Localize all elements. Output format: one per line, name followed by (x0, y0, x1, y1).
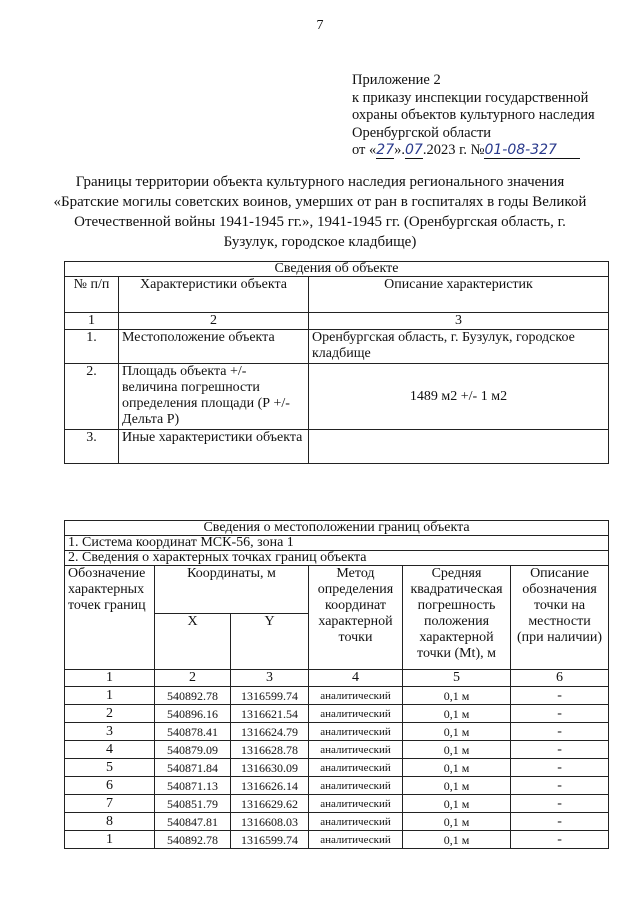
point-y: 1316599.74 (231, 687, 309, 705)
point-id: 5 (65, 759, 155, 777)
table-row (65, 705, 609, 723)
header-y: Y (231, 614, 309, 670)
table-row (65, 741, 609, 759)
row-characteristic: Местоположение объекта (119, 330, 309, 364)
row-characteristic: Площадь объекта +/- величина погрешности определения площади (Р +/- Дельта Р) (119, 364, 309, 430)
title-line-4: Бузулук, городское кладбище) (223, 234, 417, 250)
point-method: аналитический (309, 759, 403, 777)
point-accuracy: 0,1 м (403, 705, 511, 723)
point-id: 1 (65, 831, 155, 849)
index-cell: 3 (231, 670, 309, 687)
header-num: № п/п (65, 277, 119, 313)
coord-system: 1. Система координат МСК-56, зона 1 (65, 536, 609, 551)
point-accuracy: 0,1 м (403, 831, 511, 849)
row-description: 1489 м2 +/- 1 м2 (309, 364, 609, 430)
point-method: аналитический (309, 705, 403, 723)
point-description: - (511, 777, 609, 795)
header-designation: Обозначение характерных точек границ (65, 566, 155, 670)
appendix-line-1: Приложение 2 (352, 72, 441, 88)
appendix-line-4: Оренбургской области (352, 124, 492, 141)
point-x: 540892.78 (155, 831, 231, 849)
point-y: 1316624.79 (231, 723, 309, 741)
header-characteristic: Характеристики объекта (119, 277, 309, 313)
point-y: 1316628.78 (231, 741, 309, 759)
point-x: 540879.09 (155, 741, 231, 759)
title-line-1: Границы территории объекта культурного наследия регионального значения (75, 174, 565, 190)
point-accuracy: 0,1 м (403, 723, 511, 741)
point-x: 540878.41 (155, 723, 231, 741)
document-title (40, 172, 600, 252)
point-y: 1316629.62 (231, 795, 309, 813)
index-cell: 2 (119, 313, 309, 330)
date-prefix: от « (352, 142, 377, 158)
point-method: аналитический (309, 777, 403, 795)
point-description: - (511, 813, 609, 831)
table-row (65, 777, 609, 795)
table-row (65, 759, 609, 777)
point-id: 8 (65, 813, 155, 831)
table-row (65, 330, 609, 364)
appendix-block (352, 72, 622, 160)
point-method: аналитический (309, 741, 403, 759)
date-mid: ». (394, 142, 405, 158)
table-row (65, 430, 609, 464)
point-description: - (511, 723, 609, 741)
point-y: 1316608.03 (231, 813, 309, 831)
points-title: 2. Сведения о характерных точках границ объекта (65, 551, 609, 566)
object-info-table (64, 261, 609, 464)
point-description: - (511, 759, 609, 777)
point-id: 4 (65, 741, 155, 759)
point-x: 540847.81 (155, 813, 231, 831)
table-row (65, 723, 609, 741)
point-accuracy: 0,1 м (403, 759, 511, 777)
header-x: X (155, 614, 231, 670)
header-point-description: Описание обозначения точки на местности (при наличии) (511, 566, 609, 670)
index-cell: 1 (65, 313, 119, 330)
point-y: 1316626.14 (231, 777, 309, 795)
title-line-3: Отечественной войны 1941-1945 гг.», 1941-1945 гг. (Оренбургская область, г. (74, 214, 566, 230)
appendix-date-line (352, 142, 622, 160)
point-accuracy: 0,1 м (403, 741, 511, 759)
point-accuracy: 0,1 м (403, 813, 511, 831)
boundary-points-table (64, 520, 609, 849)
header-description: Описание характеристик (309, 277, 609, 313)
table-row (65, 687, 609, 705)
header-coordinates: Координаты, м (155, 566, 309, 614)
point-method: аналитический (309, 795, 403, 813)
boundary-section-title: Сведения о местоположении границ объекта (65, 521, 609, 536)
point-method: аналитический (309, 723, 403, 741)
index-cell: 6 (511, 670, 609, 687)
point-id: 3 (65, 723, 155, 741)
title-line-2: «Братские могилы советских воинов, умерших от ран в госпиталях в годы Великой (53, 194, 587, 210)
row-description: Оренбургская область, г. Бузулук, городское кладбище (309, 330, 609, 364)
point-method: аналитический (309, 831, 403, 849)
point-id: 1 (65, 687, 155, 705)
point-description: - (511, 705, 609, 723)
point-description: - (511, 741, 609, 759)
index-cell: 4 (309, 670, 403, 687)
point-description: - (511, 795, 609, 813)
row-description (309, 430, 609, 464)
row-num: 1. (65, 330, 119, 364)
point-accuracy: 0,1 м (403, 687, 511, 705)
header-accuracy: Средняя квадратическая погрешность положения характерной точки (Mt), м (403, 566, 511, 670)
date-year: .2023 г. № (422, 142, 485, 158)
point-method: аналитический (309, 687, 403, 705)
row-characteristic: Иные характеристики объекта (119, 430, 309, 464)
table-row (65, 831, 609, 849)
point-description: - (511, 687, 609, 705)
date-month: 07 (404, 142, 423, 158)
point-id: 7 (65, 795, 155, 813)
point-y: 1316599.74 (231, 831, 309, 849)
point-y: 1316621.54 (231, 705, 309, 723)
header-method: Метод определения координат характерной точки (309, 566, 403, 670)
point-accuracy: 0,1 м (403, 777, 511, 795)
point-x: 540871.84 (155, 759, 231, 777)
table-row (65, 364, 609, 430)
index-cell: 5 (403, 670, 511, 687)
appendix-line-2: к приказу инспекции государственной (352, 89, 589, 106)
point-x: 540871.13 (155, 777, 231, 795)
point-x: 540896.16 (155, 705, 231, 723)
row-num: 2. (65, 364, 119, 430)
index-cell: 1 (65, 670, 155, 687)
point-id: 6 (65, 777, 155, 795)
object-section-title: Сведения об объекте (65, 262, 609, 277)
order-number: 01-08-327 (484, 143, 580, 159)
index-cell: 3 (309, 313, 609, 330)
table-row (65, 795, 609, 813)
index-cell: 2 (155, 670, 231, 687)
row-num: 3. (65, 430, 119, 464)
point-x: 540851.79 (155, 795, 231, 813)
point-description: - (511, 831, 609, 849)
page-number: 7 (316, 18, 324, 33)
date-day: 27 (376, 142, 395, 158)
point-y: 1316630.09 (231, 759, 309, 777)
point-accuracy: 0,1 м (403, 795, 511, 813)
point-id: 2 (65, 705, 155, 723)
point-method: аналитический (309, 813, 403, 831)
appendix-line-3: охраны объектов культурного наследия (352, 107, 595, 123)
point-x: 540892.78 (155, 687, 231, 705)
table-row (65, 813, 609, 831)
